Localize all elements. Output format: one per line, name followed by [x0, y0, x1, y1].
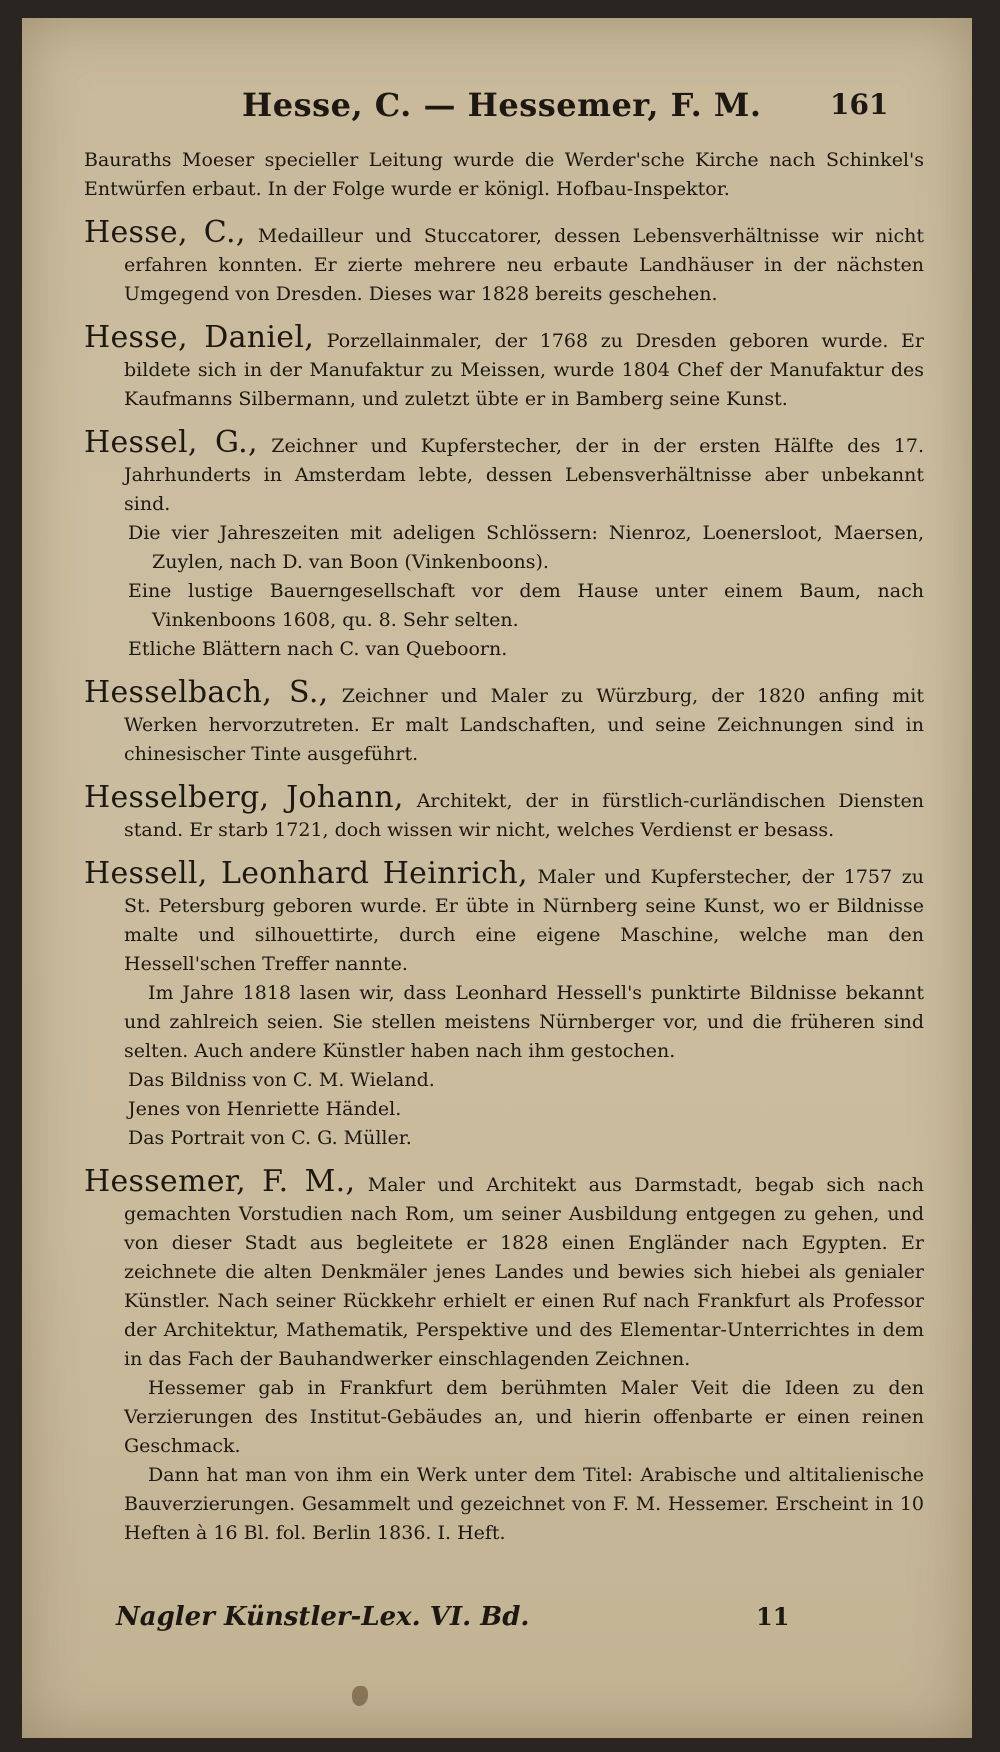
entry-continuation: Dann hat man von ihm ein Werk unter dem Titel: Arabische und altitalienische Bauverzierungen. Gesammelt und gezeichnet von F. M. Hessemer. Erscheint in 10 Heften à 16 Bl. fol. Berlin 1836. I. Heft.	[124, 1464, 924, 1544]
entry-hessell-leonhard-heinrich	[84, 856, 924, 1153]
entry-name: Hessemer, F. M.,	[84, 1164, 356, 1199]
entry-continuation: Hessemer gab in Frankfurt dem berühmten Maler Veit die Ideen zu den Verzierungen des Institut-Gebäudes an, und hierin offenbarte er einen reinen Geschmack.	[124, 1377, 924, 1457]
entry-name: Hesselbach, S.,	[84, 675, 329, 710]
entry-name: Hessel, G.,	[84, 425, 258, 460]
work-item: Die vier Jahreszeiten mit adeligen Schlössern: Nienroz, Loenersloot, Maersen, Zuylen, nach D. van Boon (Vinkenboons).	[128, 522, 924, 573]
book-page	[22, 18, 972, 1738]
work-item: Jenes von Henriette Händel.	[128, 1098, 402, 1120]
work-item: Eine lustige Bauerngesellschaft vor dem Hause unter einem Baum, nach Vinkenboons 1608, qu. 8. Sehr selten.	[128, 580, 924, 631]
entry-text: Maler und Kupferstecher, der 1757 zu St. Petersburg geboren wurde. Er übte in Nürnberg seine Kunst, wo er Bildnisse malte und silhouettirte, durch eine eigene Maschine, welche man den Hessell'schen Treffer nannte.	[124, 866, 924, 975]
entry-hesselbach-s	[84, 675, 924, 769]
running-header	[22, 86, 972, 130]
entry-name: Hesselberg, Johann,	[84, 780, 404, 815]
work-item: Das Portrait von C. G. Müller.	[128, 1127, 412, 1149]
entry-text: Zeichner und Kupferstecher, der in der ersten Hälfte des 17. Jahrhunderts in Amsterdam lebte, dessen Lebensverhältnisse aber unbekannt sind.	[124, 435, 924, 515]
work-item: Etliche Blättern nach C. van Queboorn.	[128, 638, 508, 660]
entry-hessemer-f-m	[84, 1164, 924, 1548]
signature-mark: 11	[756, 1602, 790, 1631]
page-footer	[116, 1602, 936, 1642]
page-content	[84, 146, 924, 1548]
entry-hesse-daniel	[84, 320, 924, 414]
entry-hessel-g	[84, 425, 924, 664]
entry-name: Hesse, C.,	[84, 215, 246, 250]
ink-smudge	[352, 1686, 368, 1706]
entry-text: Medailleur und Stuccatorer, dessen Lebensverhältnisse wir nicht erfahren konnten. Er zierte mehrere neu erbaute Landhäuser in der nächsten Umgegend von Dresden. Dieses war 1828 bereits geschehen.	[124, 225, 924, 305]
entry-text: Maler und Architekt aus Darmstadt, begab sich nach gemachten Vorstudien nach Rom, um seiner Ausbildung entgegen zu gehen, und von dieser Stadt aus begleitete er 1828 einen Engländer nach Egypten. Er zeichnete die alten Denkmäler jenes Landes und bewies sich hiebei als genialer Künstler. Nach seiner Rückkehr erhielt er einen Ruf nach Frankfurt als Professor der Architektur, Mathematik, Perspektive und des Elementar-Unterrichtes in dem in das Fach der Bauhandwerker einschlagenden Zeichnen.	[124, 1174, 924, 1370]
entry-text: Zeichner und Maler zu Würzburg, der 1820 anfing mit Werken hervorzutreten. Er malt Landschaften, und seine Zeichnungen sind in chinesischer Tinte ausgeführt.	[124, 685, 924, 765]
entry-name: Hesse, Daniel,	[84, 320, 315, 355]
entry-hesselberg-johann	[84, 780, 924, 845]
work-item: Das Bildniss von C. M. Wieland.	[128, 1069, 435, 1091]
footer-source: Nagler Künstler-Lex. VI. Bd.	[116, 1602, 530, 1632]
entry-name: Hessell, Leonhard Heinrich,	[84, 856, 528, 891]
entry-text: Architekt, der in fürstlich-curländischen Diensten stand. Er starb 1721, doch wissen wir nicht, welches Verdienst er besass.	[124, 790, 924, 841]
header-title: Hesse, C. — Hessemer, F. M.	[242, 86, 762, 124]
entry-continuation: Im Jahre 1818 lasen wir, dass Leonhard Hessell's punktirte Bildnisse bekannt und zahlreich seien. Sie stellen meistens Nürnberger vor, und die früheren sind selten. Auch andere Künstler haben nach ihm gestochen.	[124, 982, 924, 1062]
entry-hesse-c	[84, 215, 924, 309]
entry-text: Porzellainmaler, der 1768 zu Dresden geboren wurde. Er bildete sich in der Manufaktur zu Meissen, wurde 1804 Chef der Manufaktur des Kaufmanns Silbermann, und zuletzt übte er in Bamberg seine Kunst.	[124, 330, 924, 410]
page-number: 161	[830, 88, 889, 121]
intro-paragraph: Bauraths Moeser specieller Leitung wurde die Werder'sche Kirche nach Schinkel's Entwürfen erbaut. In der Folge wurde er königl. Hofbau-Inspektor.	[84, 149, 924, 200]
